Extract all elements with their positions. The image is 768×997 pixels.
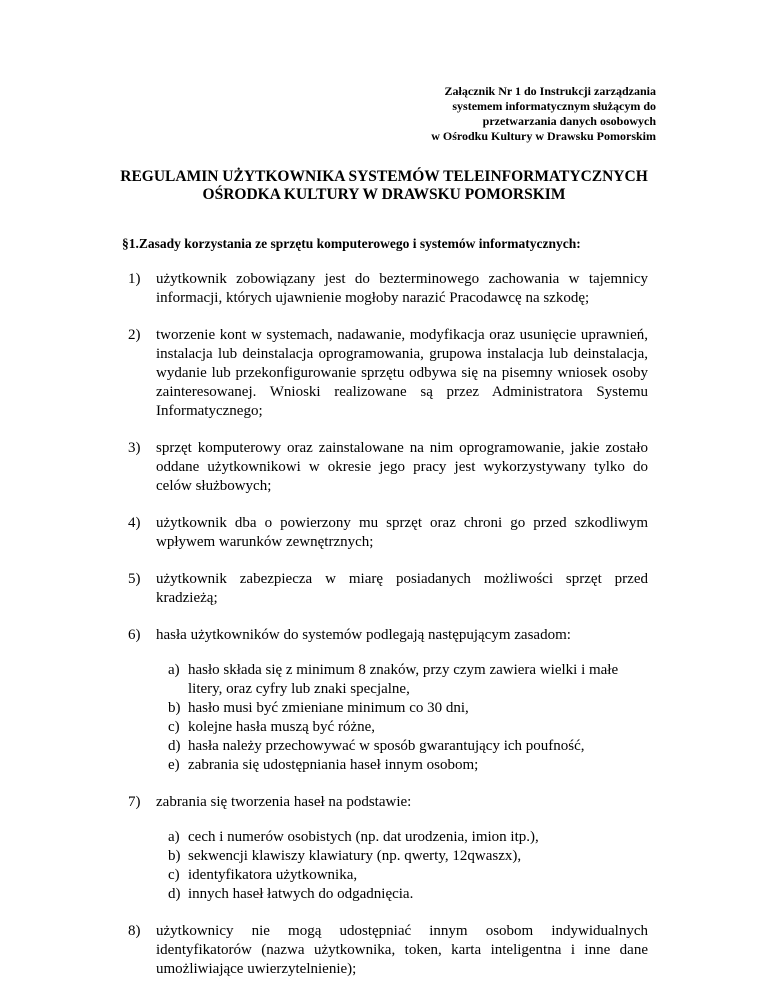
document-title [0,168,768,204]
rule-text: tworzenie kont w systemach, nadawanie, modyfikacja oraz usunięcie uprawnień, instalacja lub deinstalacja oprogramowania, grupowa instalacja lub deinstalacja, wydanie lub przekonfigurowanie sprzętu odbywa się na pisemny wniosek osoby zainteresowanej. Wnioski realizowane są przez Administratora Systemu Informatycznego; [156,327,648,419]
sub-item [168,737,628,756]
sub-item-text: zabrania się udostępniania haseł innym osobom; [188,757,479,773]
rule-item [128,793,648,904]
annex-line: Załącznik Nr 1 do Instrukcji zarządzania [444,84,656,98]
sub-item [168,847,628,866]
rule-text: zabrania się tworzenia haseł na podstawie: [156,794,412,810]
sub-item [168,661,628,699]
sub-item-letter: a) [168,662,180,678]
annex-header [431,84,656,144]
sub-item-text: hasło składa się z minimum 8 znaków, przy czym zawiera wielki i małe litery, oraz cyfry lub znaki specjalne, [188,662,619,697]
sub-item [168,756,628,775]
sub-item-letter: e) [168,757,180,773]
rule-number: 5) [128,571,141,587]
sub-item-text: hasła należy przechowywać w sposób gwarantujący ich poufność, [188,738,585,754]
annex-line: systemem informatycznym służącym do [452,99,656,113]
forbidden-passwords-sublist [168,828,628,904]
sub-item [168,699,628,718]
rule-number: 8) [128,923,141,939]
sub-item-text: hasło musi być zmieniane minimum co 30 dni, [188,700,469,716]
annex-line: w Ośrodku Kultury w Drawsku Pomorskim [431,129,656,143]
rule-text: użytkownik zabezpiecza w miarę posiadanych możliwości sprzęt przed kradzieżą; [156,571,648,606]
rule-item [128,514,648,552]
rule-number: 3) [128,440,141,456]
sub-item-letter: d) [168,738,181,754]
rule-item [128,626,648,775]
sub-item-text: identyfikatora użytkownika, [188,867,358,883]
rule-number: 2) [128,327,141,343]
sub-item [168,828,628,847]
sub-item-letter: b) [168,848,181,864]
rule-number: 4) [128,515,141,531]
annex-line: przetwarzania danych osobowych [482,114,656,128]
rule-text: użytkownicy nie mogą udostępniać innym osobom indywidualnych identyfikatorów (nazwa użytkownika, token, karta inteligentna i inne dane umożliwiające uwierzytelnienie); [156,923,648,977]
sub-item-letter: b) [168,700,181,716]
sub-item-letter: a) [168,829,180,845]
rule-item [128,570,648,608]
sub-item-text: kolejne hasła muszą być różne, [188,719,376,735]
rule-number: 1) [128,271,141,287]
sub-item [168,866,628,885]
rule-item [128,326,648,421]
rules-list [128,270,648,997]
sub-item [168,885,628,904]
title-line-2: OŚRODKA KULTURY W DRAWSKU POMORSKIM [202,186,566,203]
section-heading: §1.Zasady korzystania ze sprzętu komputerowego i systemów informatycznych: [122,236,581,251]
rule-text: użytkownik dba o powierzony mu sprzęt oraz chroni go przed szkodliwym wpływem warunków zewnętrznych; [156,515,648,550]
rule-number: 7) [128,794,141,810]
sub-item-letter: d) [168,886,181,902]
sub-item-letter: c) [168,719,180,735]
rule-number: 6) [128,627,141,643]
sub-item-text: innych haseł łatwych do odgadnięcia. [188,886,414,902]
rule-item [128,922,648,979]
title-line-1: REGULAMIN UŻYTKOWNIKA SYSTEMÓW TELEINFORMATYCZNYCH [120,168,648,185]
rule-text: hasła użytkowników do systemów podlegają następującym zasadom: [156,627,571,643]
rule-text: sprzęt komputerowy oraz zainstalowane na nim oprogramowanie, jakie zostało oddane użytkownikowi w okresie jego pracy jest wykorzystywany tylko do celów służbowych; [156,440,648,494]
sub-item-letter: c) [168,867,180,883]
rule-item [128,439,648,496]
password-rules-sublist [168,661,628,775]
sub-item-text: cech i numerów osobistych (np. dat urodzenia, imion itp.), [188,829,539,845]
rule-item [128,270,648,308]
sub-item [168,718,628,737]
rule-text: użytkownik zobowiązany jest do bezterminowego zachowania w tajemnicy informacji, których ujawnienie mogłoby narazić Pracodawcę na szkodę; [156,271,648,306]
sub-item-text: sekwencji klawiszy klawiatury (np. qwerty, 12qwaszx), [188,848,522,864]
